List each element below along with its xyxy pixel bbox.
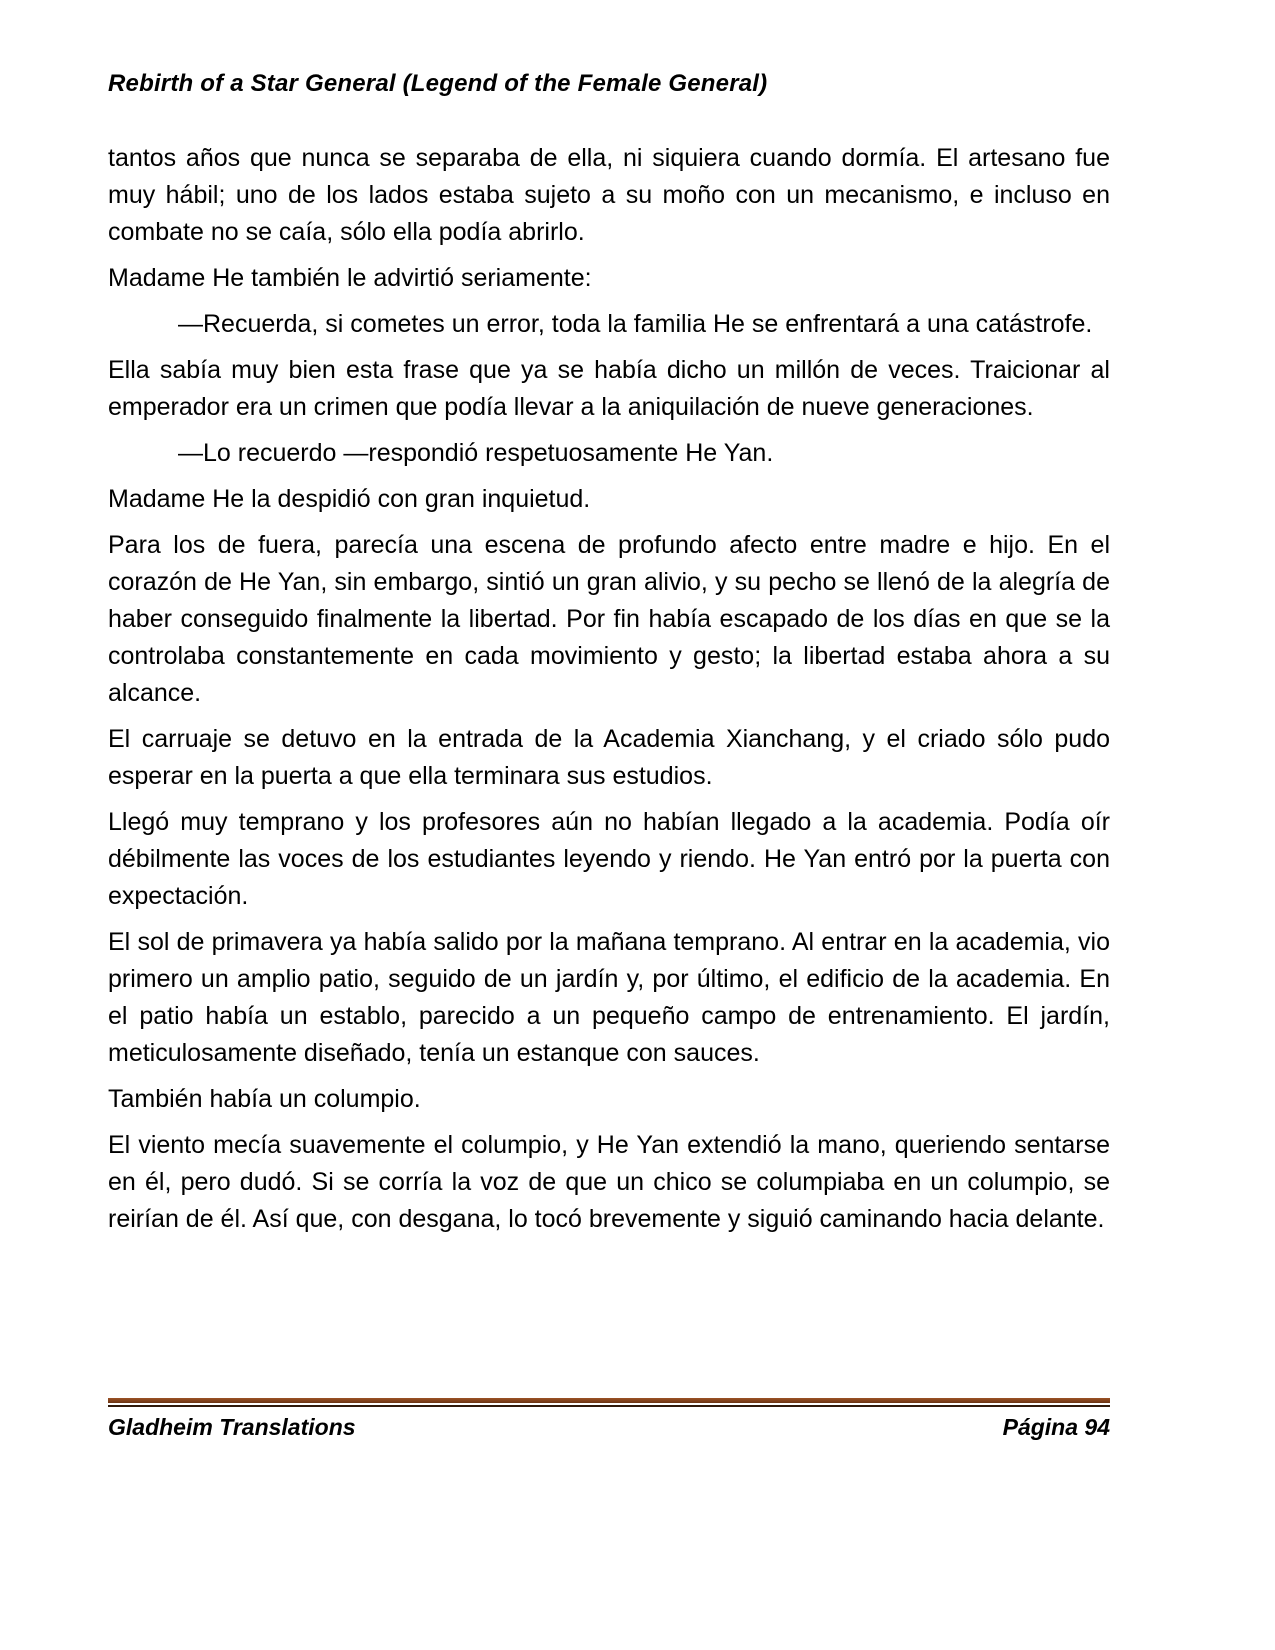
footer-rule-thin-line xyxy=(108,1405,1110,1407)
paragraph: tantos años que nunca se separaba de ella, ni siquiera cuando dormía. El artesano fue muy hábil; uno de los lados estaba sujeto a su moño con un mecanismo, e incluso en combate no se caía, sólo ella podía abrirlo. xyxy=(108,144,1110,246)
paragraph-dialogue: —Lo recuerdo —respondió respetuosamente He Yan. xyxy=(178,439,774,467)
page-header xyxy=(108,70,1110,98)
paragraph: Para los de fuera, parecía una escena de profundo afecto entre madre e hijo. En el corazón de He Yan, sin embargo, sintió un gran alivio, y su pecho se llenó de la alegría de haber conseguido finalmente la libertad. Por fin había escapado de los días en que se la controlaba constantemente en cada movimiento y gesto; la libertad estaba ahora a su alcance. xyxy=(108,531,1110,707)
paragraph: Ella sabía muy bien esta frase que ya se había dicho un millón de veces. Traicionar al emperador era un crimen que podía llevar a la aniquilación de nueve generaciones. xyxy=(108,356,1110,421)
footer-rule-thick-line xyxy=(108,1398,1110,1403)
paragraph: Madame He la despidió con gran inquietud. xyxy=(108,485,591,513)
page-footer xyxy=(108,1398,1110,1441)
paragraph: El viento mecía suavemente el columpio, y He Yan extendió la mano, queriendo sentarse en él, pero dudó. Si se corría la voz de que un chico se columpiaba en un columpio, se reirían de él. Así que, con desgana, lo tocó brevemente y siguió caminando hacia delante. xyxy=(108,1131,1110,1233)
footer-translator-credit: Gladheim Translations xyxy=(108,1414,356,1440)
paragraph: Madame He también le advirtió seriamente: xyxy=(108,264,592,292)
document-title: Rebirth of a Star General (Legend of the Female General) xyxy=(108,70,768,97)
footer-page-number: Página 94 xyxy=(1002,1414,1110,1440)
paragraph: El sol de primavera ya había salido por la mañana temprano. Al entrar en la academia, vio primero un amplio patio, seguido de un jardín y, por último, el edificio de la academia. En el patio había un establo, parecido a un pequeño campo de entrenamiento. El jardín, meticulosamente diseñado, tenía un estanque con sauces. xyxy=(108,928,1110,1067)
paragraph: El carruaje se detuvo en la entrada de la Academia Xianchang, y el criado sólo pudo esperar en la puerta a que ella terminara sus estudios. xyxy=(108,725,1110,790)
footer-text-row xyxy=(108,1414,1110,1441)
paragraph: Llegó muy temprano y los profesores aún no habían llegado a la academia. Podía oír débilmente las voces de los estudiantes leyendo y riendo. He Yan entró por la puerta con expectación. xyxy=(108,808,1110,910)
footer-rule xyxy=(108,1398,1110,1407)
document-body xyxy=(108,140,1110,1247)
paragraph: También había un columpio. xyxy=(108,1085,421,1113)
paragraph-dialogue: —Recuerda, si cometes un error, toda la familia He se enfrentará a una catástrofe. xyxy=(178,310,1093,338)
